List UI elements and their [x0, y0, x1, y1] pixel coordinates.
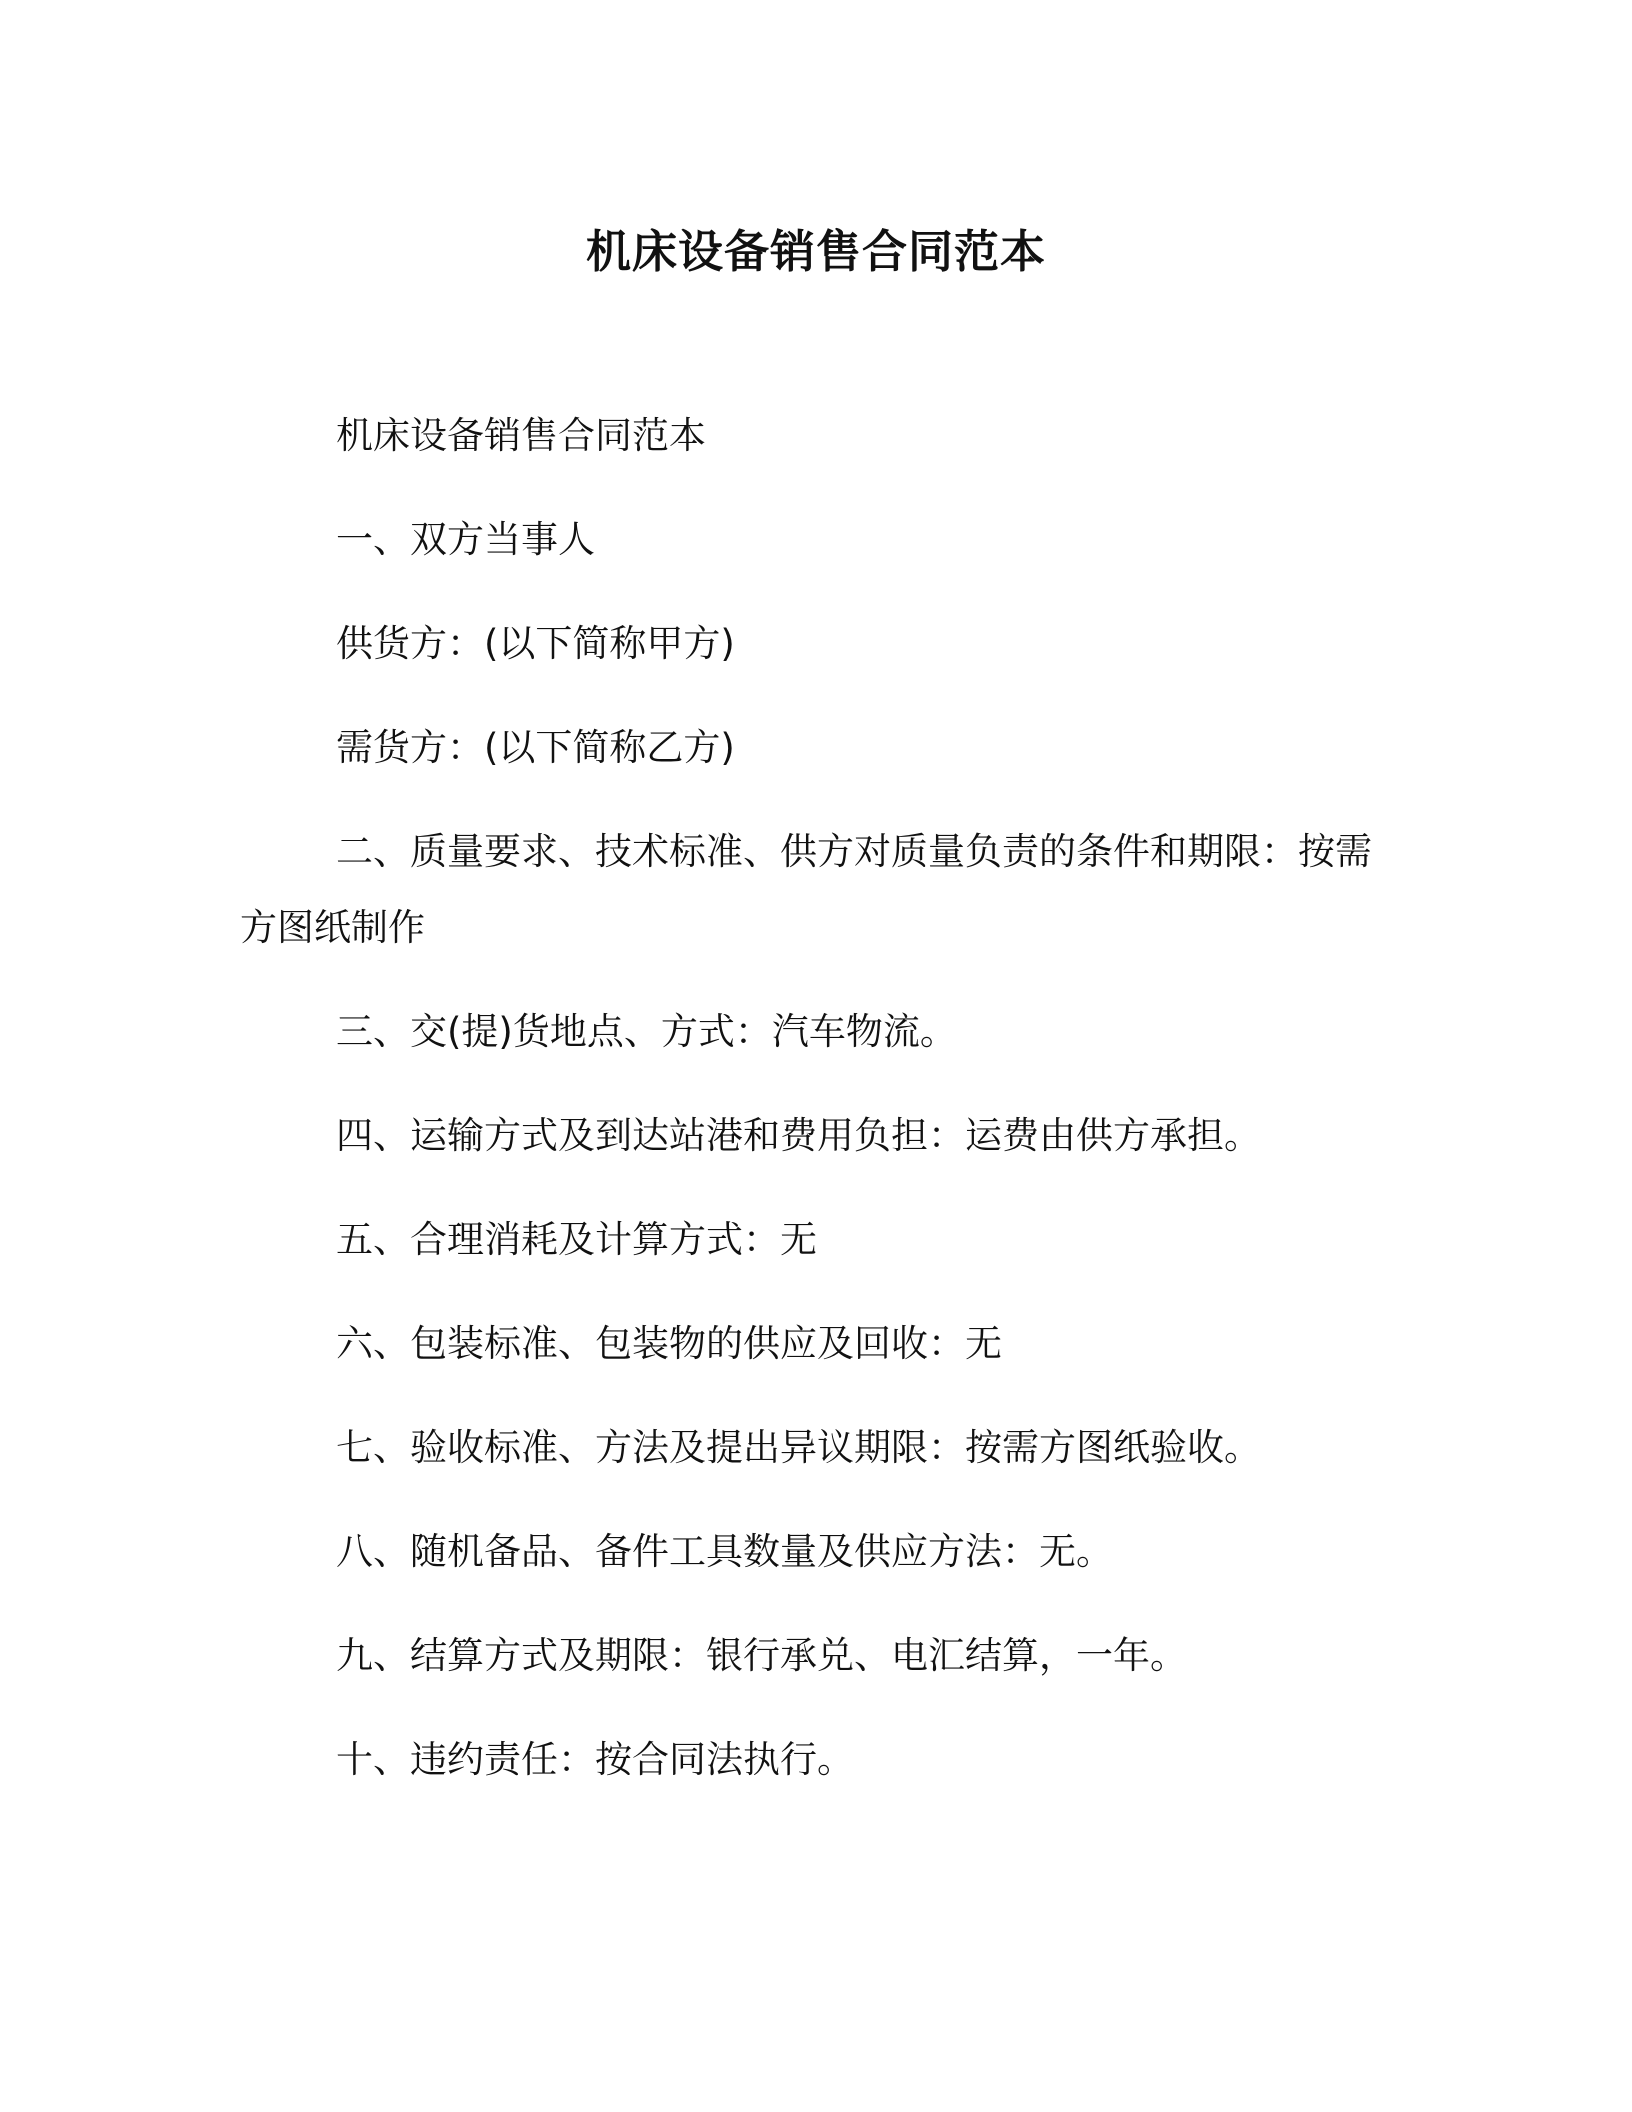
paragraph-section-10: 十、违约责任：按合同法执行。 — [336, 1738, 854, 1781]
paragraph-section-1: 一、双方当事人 — [336, 518, 595, 561]
paragraph-section-2: 二、质量要求、技术标准、供方对质量负责的条件和期限：按需方图纸制作 — [240, 830, 1372, 949]
paragraph-section-5: 五、合理消耗及计算方式：无 — [336, 1218, 817, 1261]
paragraph-section-7: 七、验收标准、方法及提出异议期限：按需方图纸验收。 — [336, 1426, 1261, 1469]
paragraph-section-3: 三、交(提)货地点、方式：汽车物流。 — [336, 1010, 957, 1053]
paragraph-section-6: 六、包装标准、包装物的供应及回收：无 — [336, 1322, 1002, 1365]
paragraph-section-8: 八、随机备品、备件工具数量及供应方法：无。 — [336, 1530, 1113, 1573]
document-body — [240, 398, 1392, 1826]
paragraph-subtitle: 机床设备销售合同范本 — [336, 414, 706, 457]
paragraph-supplier: 供货方：(以下简称甲方) — [336, 622, 735, 665]
paragraph-section-4: 四、运输方式及到达站港和费用负担：运费由供方承担。 — [336, 1114, 1261, 1157]
paragraph-buyer: 需货方：(以下简称乙方) — [336, 726, 735, 769]
paragraph-section-9: 九、结算方式及期限：银行承兑、电汇结算，一年。 — [336, 1634, 1187, 1677]
document-title: 机床设备销售合同范本 — [585, 225, 1046, 278]
